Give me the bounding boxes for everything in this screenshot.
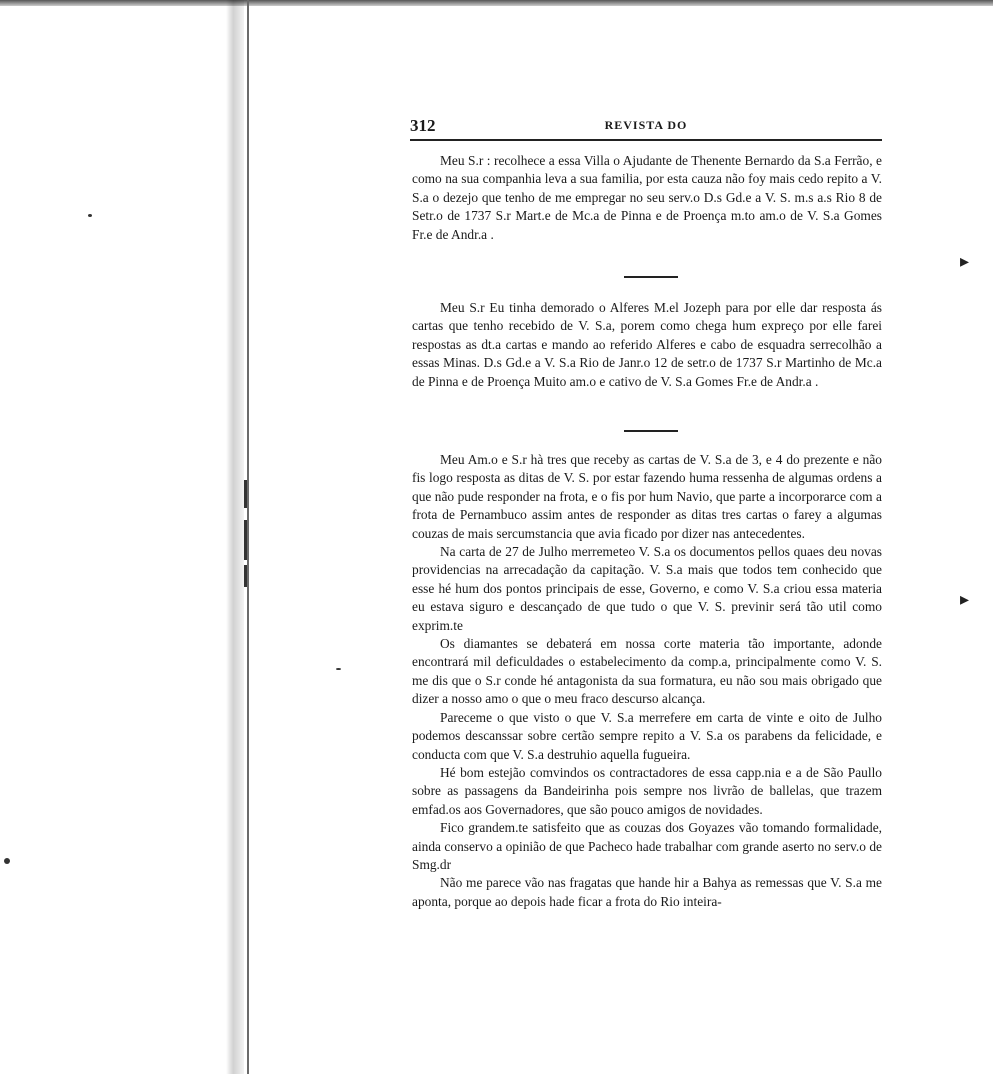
letter-separator [624,430,678,432]
letter-1 [412,152,882,244]
scan-speck [336,668,341,670]
letter-paragraph: Os diamantes se debaterá em nossa corte materia tão importante, adonde encontrará mil deficuldades o estabelecimento da comp.a, principalmente como V. S. me dis que o S.r conde hé antagonista da sua formatura, eu não sou mais obrigado que dizer a nosso amo o que o meu fraco descurso alcança. [412,636,882,707]
running-title: REVISTA DO [604,118,688,132]
letter-separator [624,276,678,278]
page-header [410,116,882,138]
letter-paragraph: Meu Am.o e S.r hà tres que receby as cartas de V. S.a de 3, e 4 do prezente e não fis logo resposta as ditas de V. S. por estar fazendo huma ressenha de algumas ordens a que não pude responder na frota, e o fis por hum Navio, que parte a incorporarce com a frota de Pernambuco assim antes de responder as ditas tres cartas o farey a algumas couzas de mais sercumstancia que avia ficado por dizer nas antecedentes. [412,452,882,541]
letter-paragraph: Meu S.r Eu tinha demorado o Alferes M.el Jozeph para por elle dar resposta ás cartas que tenho recebido de V. S.a, porem como chega hum expreço por elle farei respostas as dt.a cartas e mando ao referido Alferes e cabo de esquadra serrecolhão a essas Minas. D.s Gd.e a V. S.a Rio de Janr.o 12 de setr.o de 1737 S.r Martinho de Mc.a de Pinna e de Proença Muito am.o e cativo de V. S.a Gomes Fr.e de Andr.a . [412,300,882,389]
letter-paragraph: Hé bom estejão comvindos os contractadores de essa capp.nia e a de São Paullo sobre as passagens da Bandeirinha pois sempre nos livrão de ballelas, que trazem emfad.os aos Governadores, que são pouco amigos de novidades. [412,764,882,817]
scan-speck [4,858,10,864]
scan-top-edge [0,0,993,6]
letter-paragraph: Na carta de 27 de Julho merremeteo V. S.a os documentos pellos quaes deu novas providencias na arrecadação da capitação. V. S.a mais que todos tem conhecido que esse hé hum dos pontos principais de esse, Governo, e como V. S.a criou essa materia eu estava siguro e descançado de que tudo o que V. S. previnir será tão util como exprim.te [412,544,882,633]
scan-speck [88,214,92,217]
gutter-mark [244,520,247,560]
margin-arrow-icon: ▸ [960,251,970,271]
letter-paragraph: Meu S.r : recolhece a essa Villa o Ajudante de Thenente Bernardo da S.a Ferrão, e como na sua companhia leva a sua familia, por esta cauza não foy mais cedo repito a V. S.a o dezejo que tenho de me empregar no seu serv.o D.s Gd.e a V. S. m.s a.s Rio 8 de Setr.o de 1737 S.r Mart.e de Mc.a de Pinna e de Proença m.to am.o de V. S.a Gomes Fr.e de Andr.a . [412,153,882,242]
letter-paragraph: Não me parece vão nas fragatas que hande hir a Bahya as remessas que V. S.a me aponta, porque ao depois hade ficar a frota do Rio inteira- [412,875,882,909]
letter-paragraph: Pareceme o que visto o que V. S.a merrefere em carta de vinte e oito de Julho podemos descanssar sobre certão sempre repito a V. S.a os parabens da felicidade, e conducta com que V. S.a destruhio aquella fugueira. [412,709,882,762]
margin-arrow-icon: ▸ [960,589,970,609]
book-gutter-line [247,0,249,1074]
letter-3 [412,451,882,911]
header-rule [410,139,882,141]
book-gutter-shadow [226,0,244,1074]
letter-paragraph: Fico grandem.te satisfeito que as couzas dos Goyazes vão tomando formalidade, ainda conservo a opinião de que Pacheco hade trabalhar com grande aserto no serv.o de Smg.dr [412,820,882,872]
gutter-mark [244,480,247,508]
letter-2 [412,299,882,391]
page-number: 312 [410,116,436,135]
gutter-mark [244,565,247,587]
